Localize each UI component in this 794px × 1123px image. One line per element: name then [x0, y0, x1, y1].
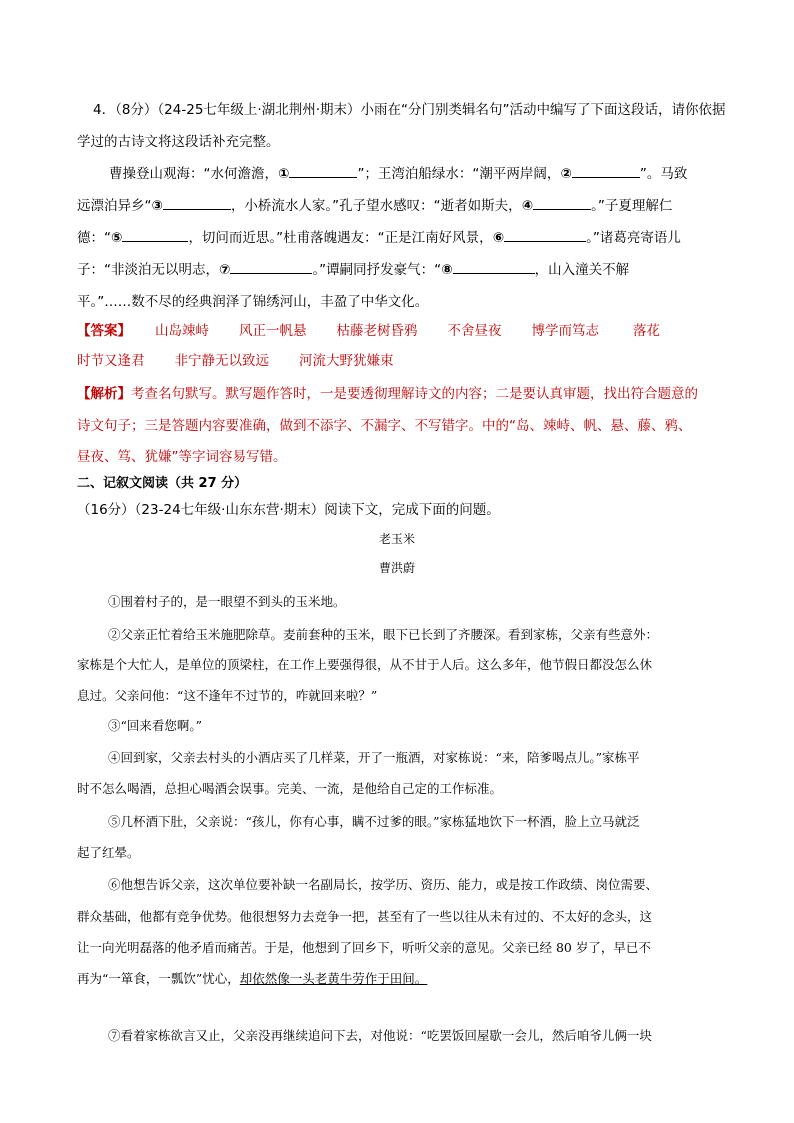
blank-number-8: ⑧ — [441, 262, 453, 278]
article-title: 老玉米 — [378, 532, 415, 546]
answer-2: 风正一帆悬 — [239, 323, 307, 339]
article-para-7-line-1: ⑦看着家栋欲言又止，父亲没再继续追问下去，对他说：“吃罢饭回屋歇一会儿，然后咱爷儿俩一块 — [108, 1028, 652, 1043]
text-segment: 远漂泊异乡“ — [77, 198, 152, 214]
blank-2[interactable] — [572, 163, 640, 178]
answer-6b: 时节又逢君 — [77, 353, 145, 369]
section-2-intro: （16分）（23-24七年级·山东东营·期末）阅读下文，完成下面的问题。 — [77, 502, 500, 518]
text-segment: 德：“ — [77, 230, 111, 246]
text-segment: ”；王湾泊船绿水：“潮平两岸阔， — [357, 166, 561, 182]
text-segment: 。”诸葛亮寄语儿 — [586, 230, 681, 246]
answer-8: 河流大野犹嫌束 — [299, 353, 394, 369]
blank-1[interactable] — [289, 163, 357, 178]
answer-7: 非宁静无以致远 — [174, 353, 269, 369]
article-para-6-line-3: 让一向光明磊落的他矛盾而痛苦。于是，他想到了回乡下，听听父亲的意见。父亲已经 80 岁了，早已不 — [77, 940, 651, 955]
text-segment: ，山入潼关不解 — [534, 262, 630, 278]
article-para-2-line-3: 息过。父亲问他：“这不逢年不过节的，咋就回来啦？” — [77, 688, 378, 703]
analysis-line-3: 昼夜、笃、犹嫌”等字词容易写错。 — [77, 449, 287, 465]
article-para-4-line-1: ④回到家，父亲去村头的小酒店买了几样菜，开了一瓶酒，对家栋说：“来，陪爹喝点儿。”家栋平 — [108, 750, 640, 765]
article-para-5-line-1: ⑤几杯酒下肚，父亲说：“孩儿，你有心事，瞒不过爹的眼。”家栋猛地饮下一杯酒，脸上立马就泛 — [108, 814, 640, 829]
answer-3: 枯藤老树昏鸦 — [336, 323, 418, 339]
answer-label: 【答案】 — [77, 323, 131, 339]
blank-number-4: ④ — [521, 198, 534, 214]
question-4-paragraph-line-1 — [109, 159, 687, 189]
blank-3[interactable] — [163, 195, 231, 210]
question-4-paragraph-line-4 — [77, 255, 629, 285]
text-segment: 子：“非淡泊无以明志， — [77, 262, 219, 278]
analysis-label: 【解析】 — [77, 386, 131, 402]
blank-5[interactable] — [122, 227, 188, 242]
text-segment: 。”子夏理解仁 — [591, 198, 673, 214]
answer-4: 不舍昼夜 — [447, 323, 502, 339]
article-para-4-line-2: 时不怎么喝酒，总担心喝酒会误事。完美、一流，是他给自己定的工作标准。 — [77, 781, 503, 796]
question-4-paragraph-line-2 — [77, 191, 672, 221]
blank-number-3: ③ — [151, 198, 163, 214]
underlined-sentence: 却依然像一头老黄牛劳作于田间。 — [239, 971, 428, 986]
text-segment: ，切问而近思。”杜甫落魄遇友：“正是江南好风景， — [188, 230, 493, 246]
text-segment: 。”谭嗣同抒发豪气：“ — [312, 262, 442, 278]
question-4-paragraph-line-3 — [77, 223, 681, 253]
text-segment: 曹操登山观海：“水何澹澹， — [109, 166, 278, 182]
article-para-6-line-4 — [77, 964, 427, 994]
section-2-title: 二、记叙文阅读（共 27 分） — [77, 476, 248, 491]
question-4-paragraph-line-5: 平。”……数不尽的经典润泽了锦绣河山，丰盈了中华文化。 — [77, 294, 429, 310]
article-para-2-line-2: 家栋是个大忙人，是单位的顶梁柱，在工作上要强得很，从不甘于人后。这么多年，他节假日都没怎么休 — [77, 657, 653, 672]
blank-number-2: ② — [560, 166, 572, 182]
blank-number-5: ⑤ — [111, 230, 123, 246]
question-4-line-1: 4．（8分）（24-25七年级上·湖北荆州·期末）小雨在“分门别类辑名句”活动中编写了下面这段话，请你依据 — [93, 102, 726, 118]
article-para-3: ③“回来看您啊。” — [108, 718, 203, 733]
article-author: 曹洪蔚 — [378, 561, 415, 575]
blank-number-7: ⑦ — [219, 262, 231, 278]
analysis-line-1 — [77, 379, 698, 409]
blank-number-6: ⑥ — [492, 230, 505, 246]
article-para-2-line-1: ②父亲正忙着给玉米施肥除草。麦前套种的玉米，眼下已长到了齐腰深。看到家栋，父亲有些意外： — [108, 627, 659, 642]
article-para-1: ①围着村子的，是一眼望不到头的玉米地。 — [108, 594, 346, 609]
article-para-6-line-1: ⑥他想告诉父亲，这次单位要补缺一名副局长，按学历、资历、能力，或是按工作政绩、岗位需要、 — [108, 877, 659, 892]
article-para-5-line-2: 起了红晕。 — [77, 845, 140, 860]
blank-6[interactable] — [504, 227, 586, 242]
blank-8[interactable] — [453, 259, 535, 274]
blank-4[interactable] — [533, 195, 591, 210]
answer-6a: 落花 — [633, 323, 660, 339]
article-para-6-line-2: 群众基础，他都有竞争优势。他很想努力去竞争一把，甚至有了一些以往从未有过的、不太好的念头，这 — [77, 909, 653, 924]
blank-number-1: ① — [278, 166, 290, 182]
answer-5: 博学而笃志 — [531, 323, 599, 339]
text-segment: 再为“一箪食，一瓢饮”忧心， — [77, 971, 240, 986]
answer-1: 山岛竦峙 — [155, 323, 209, 339]
answer-line-1 — [77, 316, 660, 346]
answer-line-2 — [77, 346, 394, 376]
blank-7[interactable] — [230, 259, 312, 274]
analysis-text-1: 考查名句默写。默写题作答时，一是要透彻理解诗文的内容；二是要认真审题，找出符合题意的 — [131, 386, 698, 402]
text-segment: ，小桥流水人家。”孔子望水感叹：“逝者如斯夫， — [230, 198, 522, 214]
analysis-line-2: 诗文句子；三是答题内容要准确，做到不添字、不漏字、不写错字。中的“岛、竦峙、帆、悬、藤、鸦、 — [77, 418, 692, 434]
text-segment: ”。马致 — [639, 166, 688, 182]
question-4-line-2: 学过的古诗文将这段话补充完整。 — [77, 134, 280, 150]
